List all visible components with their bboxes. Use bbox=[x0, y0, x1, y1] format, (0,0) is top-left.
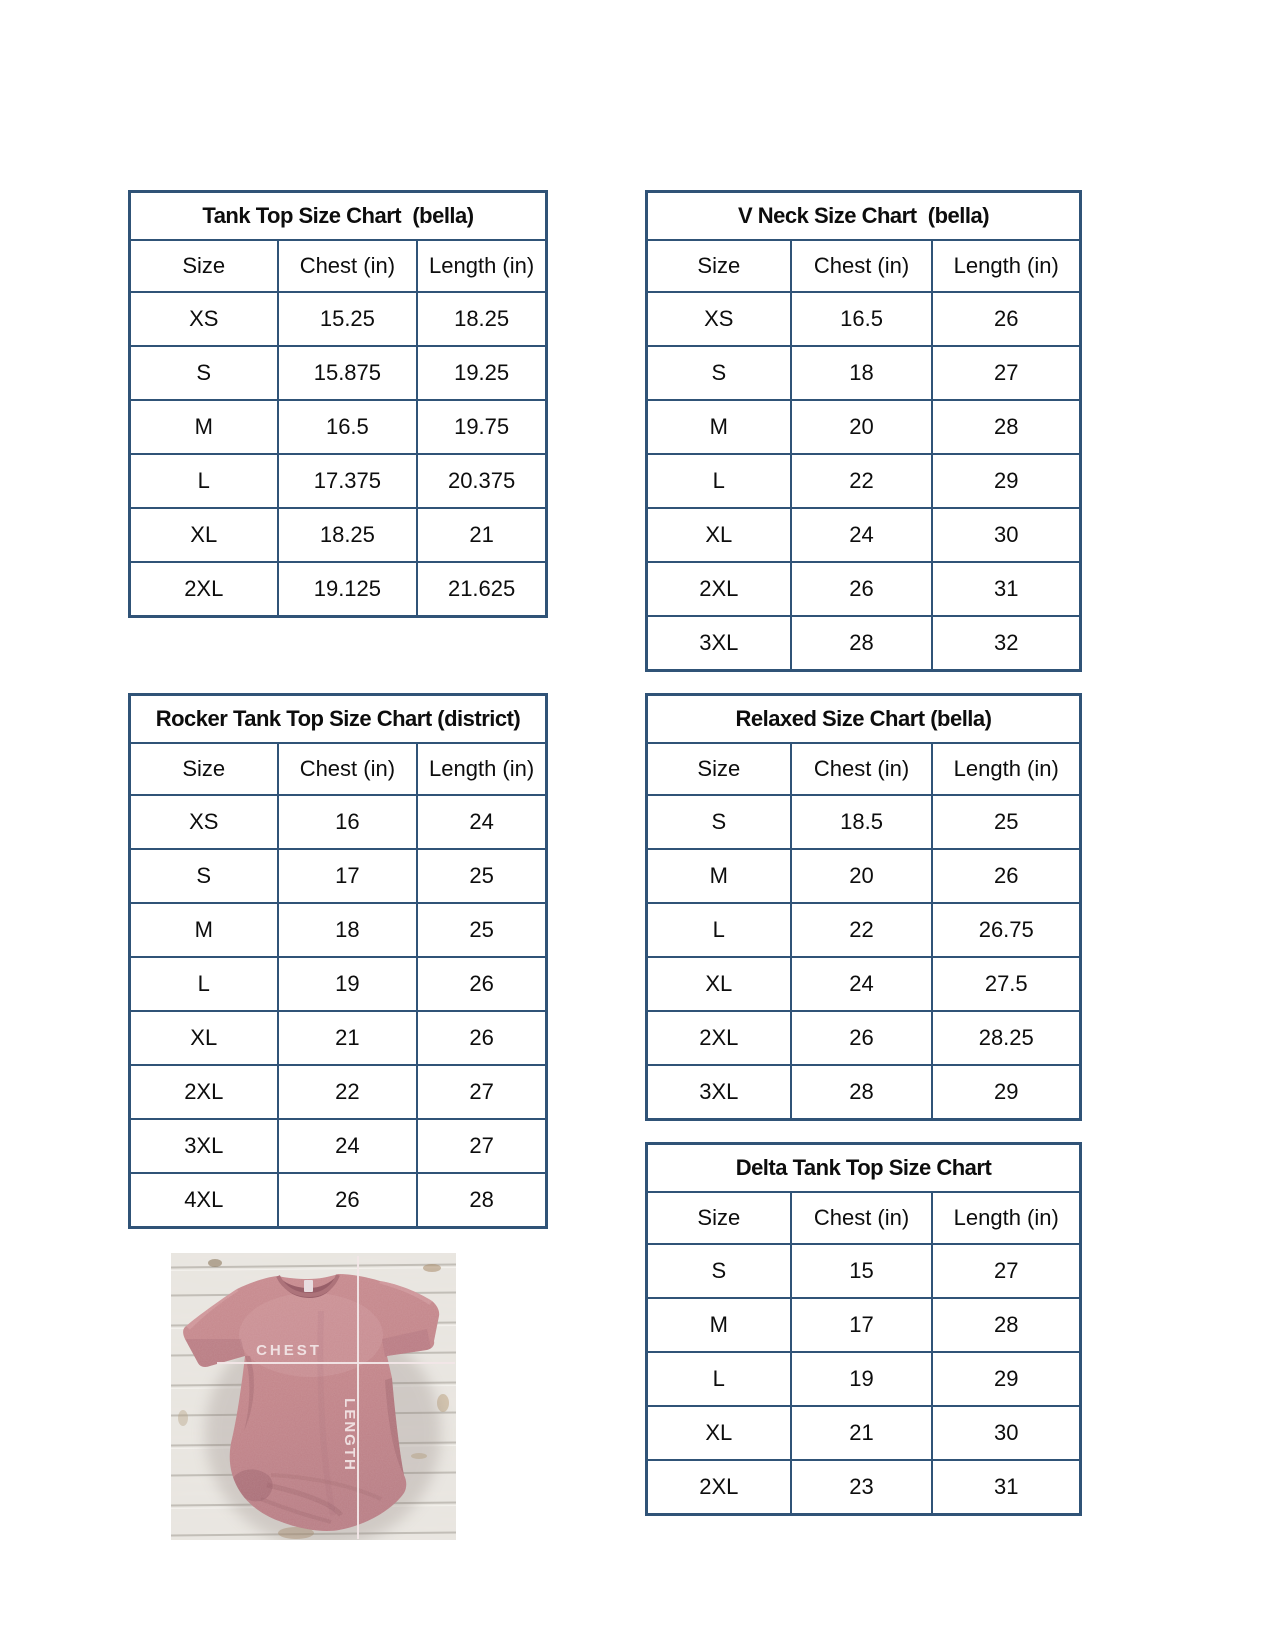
rocker-tank-top-size-chart-table bbox=[128, 693, 548, 1229]
chest-cell: 15.25 bbox=[278, 292, 418, 346]
table-row bbox=[130, 795, 547, 849]
table-row bbox=[647, 400, 1081, 454]
length-cell: 27 bbox=[932, 1244, 1080, 1298]
size-cell: 2XL bbox=[647, 562, 791, 616]
chest-cell: 19 bbox=[278, 957, 418, 1011]
size-cell: S bbox=[130, 849, 278, 903]
table-row bbox=[647, 1460, 1081, 1515]
size-cell: 2XL bbox=[647, 1011, 791, 1065]
length-cell: 26.75 bbox=[932, 903, 1080, 957]
chest-cell: 28 bbox=[791, 616, 933, 671]
length-cell: 25 bbox=[932, 795, 1080, 849]
size-cell: 3XL bbox=[647, 1065, 791, 1120]
chest-cell: 15.875 bbox=[278, 346, 418, 400]
length-cell: 18.25 bbox=[417, 292, 546, 346]
table-row bbox=[647, 346, 1081, 400]
table-row bbox=[130, 849, 547, 903]
col-header-size: Size bbox=[130, 240, 278, 292]
table-row bbox=[647, 1406, 1081, 1460]
chest-cell: 22 bbox=[791, 454, 933, 508]
table-row bbox=[130, 562, 547, 617]
length-cell: 26 bbox=[417, 1011, 546, 1065]
col-header-length: Length (in) bbox=[932, 240, 1080, 292]
table-title: Delta Tank Top Size Chart bbox=[647, 1144, 1081, 1193]
chest-cell: 24 bbox=[791, 957, 933, 1011]
table-row bbox=[130, 1119, 547, 1173]
chest-cell: 21 bbox=[791, 1406, 933, 1460]
length-cell: 30 bbox=[932, 1406, 1080, 1460]
chest-cell: 24 bbox=[791, 508, 933, 562]
size-cell: M bbox=[647, 400, 791, 454]
col-header-length: Length (in) bbox=[417, 743, 546, 795]
table-row bbox=[647, 1352, 1081, 1406]
chest-cell: 26 bbox=[791, 1011, 933, 1065]
length-cell: 29 bbox=[932, 1065, 1080, 1120]
length-cell: 32 bbox=[932, 616, 1080, 671]
size-cell: M bbox=[647, 849, 791, 903]
chest-cell: 18 bbox=[791, 346, 933, 400]
table-row bbox=[647, 903, 1081, 957]
chest-cell: 18 bbox=[278, 903, 418, 957]
length-cell: 28 bbox=[417, 1173, 546, 1228]
size-cell: XL bbox=[647, 508, 791, 562]
col-header-size: Size bbox=[647, 240, 791, 292]
chest-cell: 17 bbox=[791, 1298, 933, 1352]
table-row bbox=[647, 849, 1081, 903]
col-header-chest: Chest (in) bbox=[278, 743, 418, 795]
table-row bbox=[647, 795, 1081, 849]
table-row bbox=[130, 957, 547, 1011]
col-header-size: Size bbox=[647, 1192, 791, 1244]
chest-cell: 17 bbox=[278, 849, 418, 903]
size-cell: 2XL bbox=[647, 1460, 791, 1515]
size-cell: 3XL bbox=[647, 616, 791, 671]
v-neck-size-chart-table bbox=[645, 190, 1082, 672]
size-cell: XL bbox=[647, 1406, 791, 1460]
table-row bbox=[647, 1011, 1081, 1065]
col-header-length: Length (in) bbox=[932, 1192, 1080, 1244]
length-cell: 26 bbox=[417, 957, 546, 1011]
tank-top-size-chart-table bbox=[128, 190, 548, 618]
table-row bbox=[130, 1065, 547, 1119]
t-shirt-graphic bbox=[171, 1253, 456, 1540]
table-row bbox=[647, 1298, 1081, 1352]
table-row bbox=[130, 346, 547, 400]
table-row bbox=[130, 1173, 547, 1228]
col-header-size: Size bbox=[647, 743, 791, 795]
table-row bbox=[647, 508, 1081, 562]
table-row bbox=[647, 1065, 1081, 1120]
length-cell: 28 bbox=[932, 1298, 1080, 1352]
size-cell: S bbox=[647, 795, 791, 849]
col-header-chest: Chest (in) bbox=[278, 240, 418, 292]
length-cell: 27 bbox=[932, 346, 1080, 400]
chest-cell: 21 bbox=[278, 1011, 418, 1065]
relaxed-size-chart-table bbox=[645, 693, 1082, 1121]
col-header-chest: Chest (in) bbox=[791, 240, 933, 292]
table-row bbox=[647, 957, 1081, 1011]
length-cell: 27.5 bbox=[932, 957, 1080, 1011]
chest-cell: 16 bbox=[278, 795, 418, 849]
length-cell: 31 bbox=[932, 562, 1080, 616]
chest-cell: 26 bbox=[278, 1173, 418, 1228]
chest-cell: 18.5 bbox=[791, 795, 933, 849]
table-row bbox=[647, 292, 1081, 346]
size-cell: XL bbox=[130, 1011, 278, 1065]
length-cell: 27 bbox=[417, 1065, 546, 1119]
length-label: LENGTH bbox=[341, 1398, 358, 1472]
length-cell: 19.75 bbox=[417, 400, 546, 454]
col-header-size: Size bbox=[130, 743, 278, 795]
size-cell: L bbox=[647, 903, 791, 957]
chest-cell: 16.5 bbox=[278, 400, 418, 454]
table-row bbox=[130, 508, 547, 562]
table-row bbox=[647, 562, 1081, 616]
size-cell: 4XL bbox=[130, 1173, 278, 1228]
length-cell: 26 bbox=[932, 849, 1080, 903]
length-cell: 21.625 bbox=[417, 562, 546, 617]
size-cell: 2XL bbox=[130, 1065, 278, 1119]
table-row bbox=[130, 400, 547, 454]
col-header-length: Length (in) bbox=[932, 743, 1080, 795]
col-header-length: Length (in) bbox=[417, 240, 546, 292]
chest-cell: 16.5 bbox=[791, 292, 933, 346]
size-cell: L bbox=[130, 454, 278, 508]
length-cell: 26 bbox=[932, 292, 1080, 346]
chest-label: CHEST bbox=[256, 1342, 322, 1359]
delta-tank-top-size-chart-table bbox=[645, 1142, 1082, 1516]
size-cell: S bbox=[130, 346, 278, 400]
length-cell: 21 bbox=[417, 508, 546, 562]
length-cell: 27 bbox=[417, 1119, 546, 1173]
size-cell: XS bbox=[130, 292, 278, 346]
length-cell: 19.25 bbox=[417, 346, 546, 400]
size-cell: XL bbox=[647, 957, 791, 1011]
size-cell: XS bbox=[130, 795, 278, 849]
chest-cell: 22 bbox=[278, 1065, 418, 1119]
chest-cell: 22 bbox=[791, 903, 933, 957]
chest-cell: 17.375 bbox=[278, 454, 418, 508]
chest-cell: 19.125 bbox=[278, 562, 418, 617]
chest-cell: 26 bbox=[791, 562, 933, 616]
length-cell: 25 bbox=[417, 903, 546, 957]
chest-cell: 15 bbox=[791, 1244, 933, 1298]
chest-cell: 20 bbox=[791, 400, 933, 454]
chest-cell: 23 bbox=[791, 1460, 933, 1515]
size-cell: 3XL bbox=[130, 1119, 278, 1173]
chest-cell: 24 bbox=[278, 1119, 418, 1173]
length-cell: 24 bbox=[417, 795, 546, 849]
size-cell: S bbox=[647, 1244, 791, 1298]
size-cell: M bbox=[130, 903, 278, 957]
chest-cell: 28 bbox=[791, 1065, 933, 1120]
length-cell: 30 bbox=[932, 508, 1080, 562]
table-title: Relaxed Size Chart (bella) bbox=[647, 695, 1081, 744]
size-cell: L bbox=[130, 957, 278, 1011]
size-cell: XS bbox=[647, 292, 791, 346]
size-cell: M bbox=[647, 1298, 791, 1352]
length-cell: 25 bbox=[417, 849, 546, 903]
table-title: Rocker Tank Top Size Chart (district) bbox=[130, 695, 547, 744]
length-cell: 20.375 bbox=[417, 454, 546, 508]
size-cell: M bbox=[130, 400, 278, 454]
col-header-chest: Chest (in) bbox=[791, 1192, 933, 1244]
chest-cell: 19 bbox=[791, 1352, 933, 1406]
shirt-measurement-photo bbox=[171, 1253, 456, 1540]
size-cell: L bbox=[647, 1352, 791, 1406]
size-cell: 2XL bbox=[130, 562, 278, 617]
table-row bbox=[647, 616, 1081, 671]
collar-tag bbox=[304, 1280, 313, 1292]
length-cell: 29 bbox=[932, 1352, 1080, 1406]
length-cell: 28.25 bbox=[932, 1011, 1080, 1065]
table-title: Tank Top Size Chart (bella) bbox=[130, 192, 547, 241]
length-cell: 28 bbox=[932, 400, 1080, 454]
chest-cell: 20 bbox=[791, 849, 933, 903]
table-row bbox=[647, 454, 1081, 508]
length-cell: 31 bbox=[932, 1460, 1080, 1515]
chest-cell: 18.25 bbox=[278, 508, 418, 562]
col-header-chest: Chest (in) bbox=[791, 743, 933, 795]
size-cell: S bbox=[647, 346, 791, 400]
table-row bbox=[647, 1244, 1081, 1298]
size-cell: L bbox=[647, 454, 791, 508]
table-row bbox=[130, 903, 547, 957]
table-row bbox=[130, 292, 547, 346]
table-row bbox=[130, 1011, 547, 1065]
length-cell: 29 bbox=[932, 454, 1080, 508]
table-row bbox=[130, 454, 547, 508]
size-cell: XL bbox=[130, 508, 278, 562]
table-title: V Neck Size Chart (bella) bbox=[647, 192, 1081, 241]
